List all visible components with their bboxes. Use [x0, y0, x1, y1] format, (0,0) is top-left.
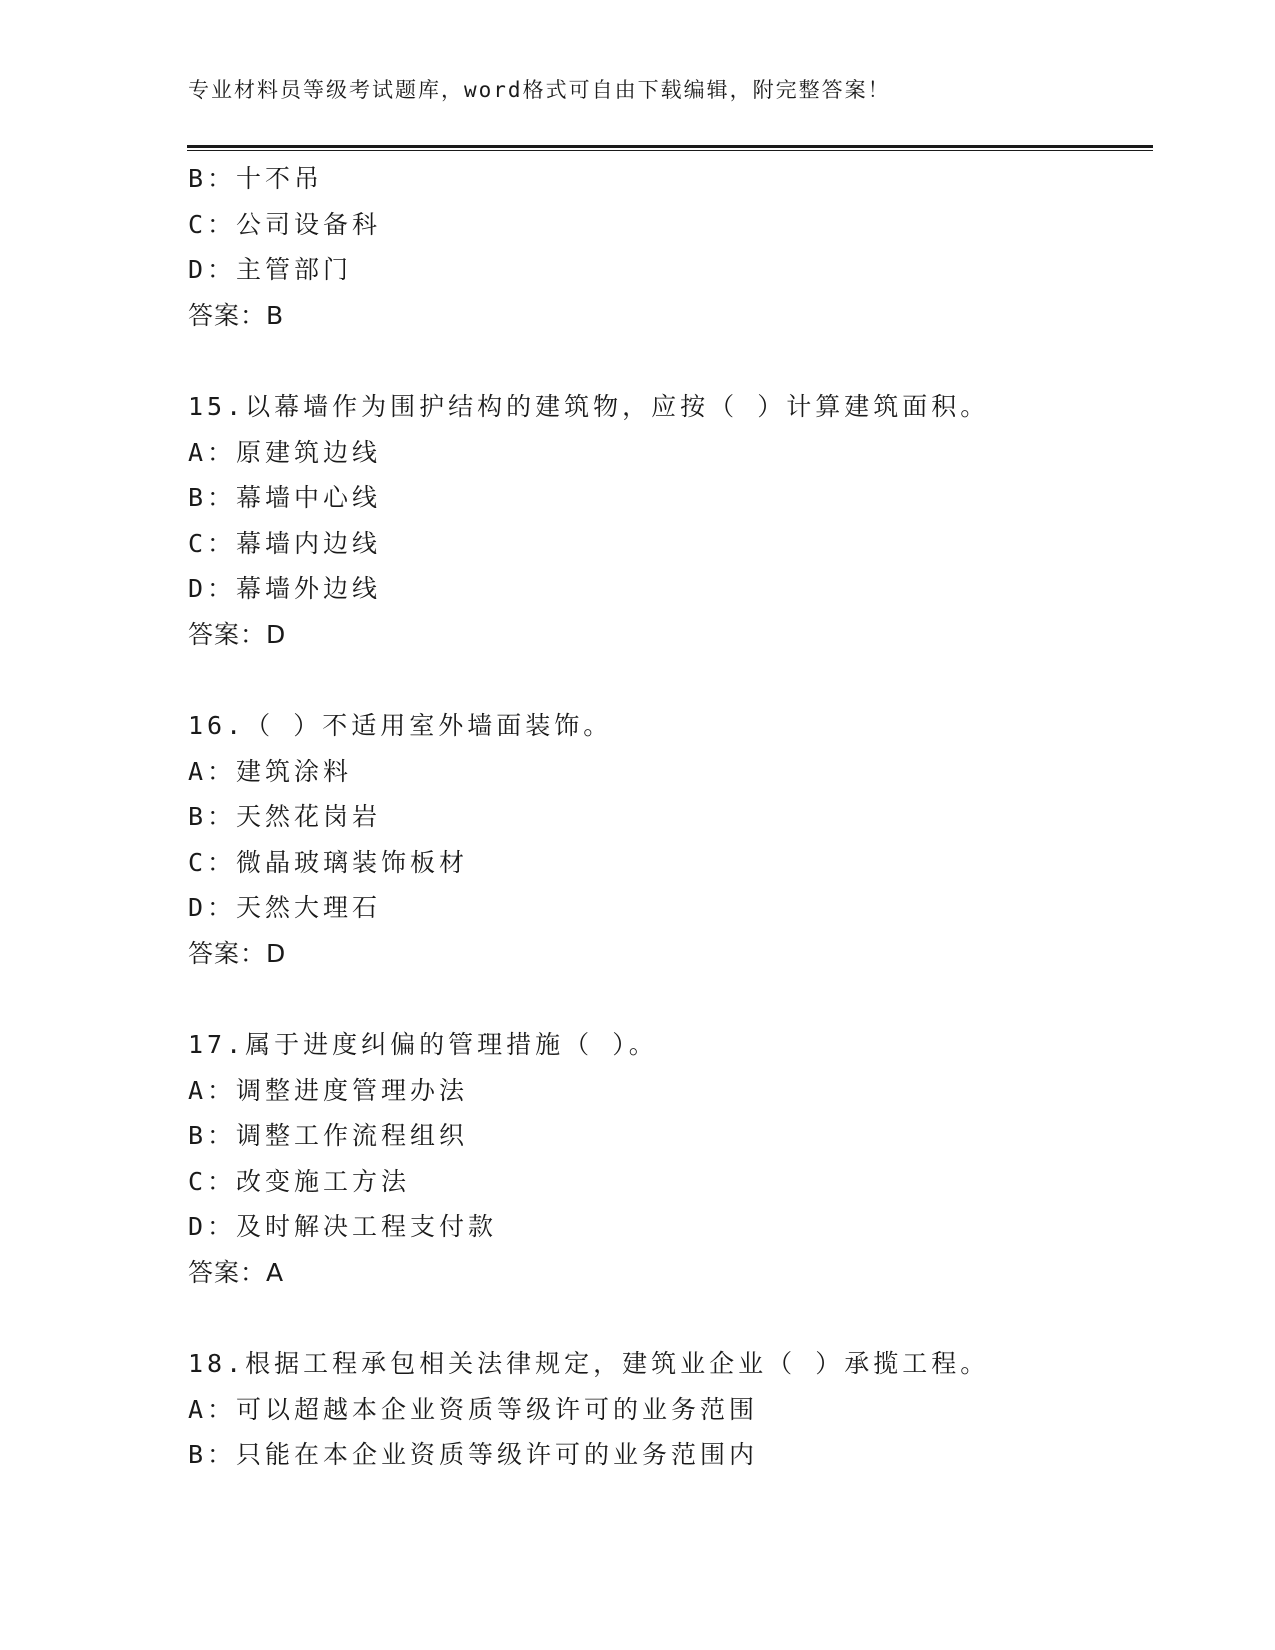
answer: 答案：D	[188, 619, 287, 649]
question-stem: 16.（ ）不适用室外墙面装饰。	[188, 711, 613, 740]
question-16	[188, 703, 1148, 976]
header-rule-thin	[187, 150, 1153, 151]
question-15	[188, 384, 1148, 657]
question-stem: 17.属于进度纠偏的管理措施（ ）。	[188, 1030, 658, 1059]
option-a: A：建筑涂料	[188, 756, 353, 786]
option-c: C：微晶玻璃装饰板材	[188, 847, 469, 877]
question-18	[188, 1341, 1148, 1478]
option-d: D：幕墙外边线	[188, 574, 382, 603]
question-list	[188, 156, 1148, 1478]
question-stem: 15.以幕墙作为围护结构的建筑物，应按（ ）计算建筑面积。	[188, 392, 990, 421]
option-b: B：幕墙中心线	[188, 483, 382, 512]
option-a: A：原建筑边线	[188, 437, 382, 467]
option-b: B：调整工作流程组织	[188, 1121, 469, 1150]
page-header: 专业材料员等级考试题库，word格式可自由下载编辑，附完整答案！	[188, 78, 891, 102]
answer: 答案：B	[188, 300, 285, 330]
option-c: C：幕墙内边线	[188, 528, 382, 558]
option-b: B：只能在本企业资质等级许可的业务范围内	[188, 1440, 759, 1469]
option-c: C：公司设备科	[188, 209, 382, 239]
option-b: B：十不吊	[188, 164, 324, 193]
option-d: D：及时解决工程支付款	[188, 1212, 498, 1241]
question-stem: 18.根据工程承包相关法律规定，建筑业企业（ ）承揽工程。	[188, 1349, 990, 1378]
option-a: A：可以超越本企业资质等级许可的业务范围	[188, 1394, 759, 1424]
header-rule-thick	[187, 145, 1153, 148]
question-14-partial	[188, 156, 1148, 338]
option-d: D：天然大理石	[188, 893, 382, 922]
question-17	[188, 1022, 1148, 1295]
option-c: C：改变施工方法	[188, 1166, 411, 1196]
option-d: D：主管部门	[188, 255, 353, 284]
option-b: B：天然花岗岩	[188, 802, 382, 831]
option-a: A：调整进度管理办法	[188, 1075, 469, 1105]
answer: 答案：A	[188, 1257, 285, 1287]
answer: 答案：D	[188, 938, 287, 968]
